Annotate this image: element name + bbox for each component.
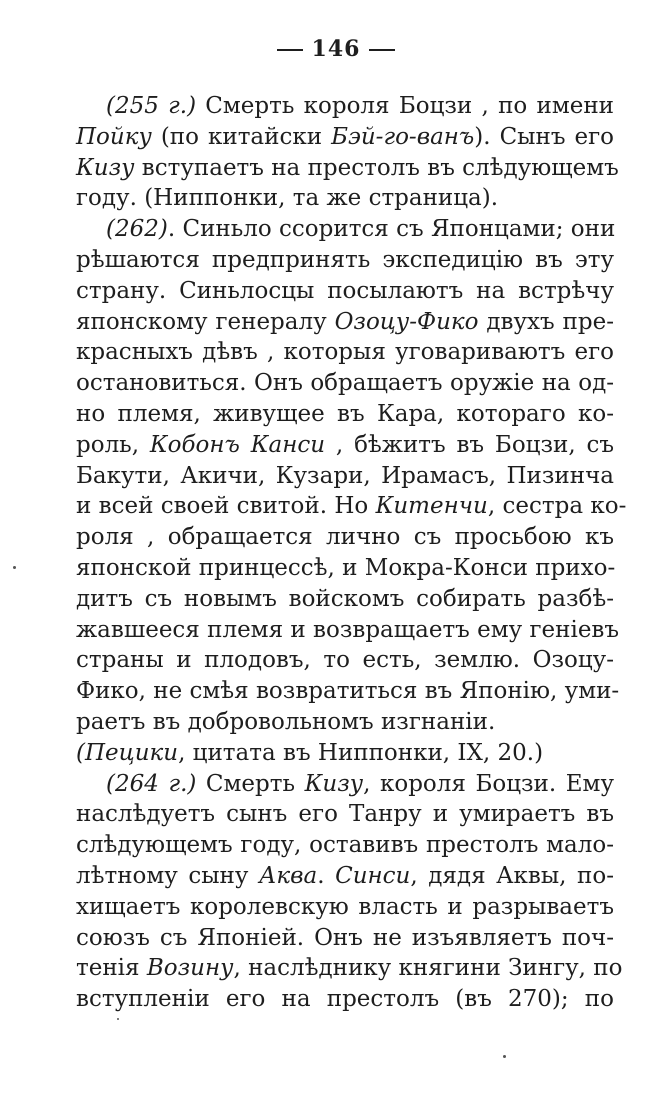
- text-line: дитъ съ новымъ войскомъ собирать разбѣ-: [76, 585, 614, 612]
- italic-name: Кизу: [304, 770, 364, 797]
- italic-name: (264 г.): [106, 770, 197, 797]
- text-line: (264 г.) Смерть Кизу, короля Боцзи. Ему: [106, 770, 614, 797]
- text-line: Кизу вступаетъ на престолъ въ слѣдующемъ: [76, 154, 619, 181]
- text-line: жавшееся племя и возвращаетъ ему геніевъ: [76, 616, 620, 643]
- italic-name: Озоцу-Фико: [334, 308, 479, 335]
- text-line: страны и плодовъ, то есть, землю. Озоцу-: [76, 647, 614, 674]
- text-line: и всей своей свитой. Но Китенчи, сестра ко-: [76, 493, 627, 520]
- text-line: роля , обращается лично съ просьбою къ: [76, 524, 614, 551]
- text-line: японской принцессѣ, и Мокра-Конси прихо-: [76, 554, 616, 581]
- text-line: лѣтному сыну Аква. Синси, дядя Аквы, по-: [76, 862, 614, 889]
- text-line: остановиться. Онъ обращаетъ оружіе на од-: [76, 370, 614, 397]
- right-dash: [369, 49, 395, 51]
- text-line: слѣдующемъ году, оставивъ престолъ мало-: [76, 832, 614, 859]
- print-speck: [503, 1055, 506, 1058]
- text-line: но племя, живущее въ Кара, котораго ко-: [76, 400, 614, 427]
- text-line: японскому генералу Озоцу-Фико двухъ пре-: [76, 308, 614, 335]
- text-line: Фико, не смѣя возвратиться въ Японію, уми-: [76, 678, 620, 705]
- text-line: (255 г.) Смерть короля Боцзи , по имени: [106, 93, 614, 119]
- italic-name: Пойку: [76, 123, 152, 150]
- text-line: союзъ съ Японіей. Онъ не изъявляетъ поч-: [76, 924, 614, 951]
- italic-name: Кобонъ Канси: [149, 431, 326, 458]
- text-line: (262). Синьло ссорится съ Японцами; они: [106, 216, 616, 243]
- text-line: раетъ въ добровольномъ изгнаніи.: [76, 708, 496, 735]
- text-line: рѣшаются предпринять экспедицію въ эту: [76, 246, 614, 273]
- italic-name: Бэй-го-ванъ: [331, 123, 475, 150]
- italic-name: (262): [106, 216, 168, 243]
- italic-name: Возину: [146, 955, 234, 982]
- italic-name: Кизу: [76, 154, 135, 181]
- text-line: вступленіи его на престолъ (въ 270); по: [76, 986, 614, 1013]
- body-text: [76, 91, 627, 1015]
- text-line: году. (Ниппонки, та же страница).: [76, 185, 499, 212]
- italic-name: Синси: [335, 862, 411, 889]
- text-line: Пойку (по китайски Бэй-го-ванъ). Сынъ его: [76, 123, 614, 150]
- text-line: наслѣдуетъ сынъ его Танру и умираетъ въ: [76, 801, 614, 828]
- left-dash: [277, 49, 303, 51]
- text-line: (Пецики, цитата въ Ниппонки, IX, 20.): [76, 739, 544, 766]
- text-line: роль, Кобонъ Канси , бѣжитъ въ Боцзи, съ: [76, 431, 614, 458]
- italic-name: (255 г.): [106, 93, 197, 119]
- italic-name: Китенчи: [375, 493, 488, 520]
- text-line: хищаетъ королевскую власть и разрываетъ: [76, 893, 614, 920]
- text-line: страну. Синьлосцы посылаютъ на встрѣчу: [76, 277, 614, 304]
- italic-name: (Пецики: [76, 739, 179, 766]
- text-line: красныхъ дѣвъ , которыя уговариваютъ его: [76, 339, 614, 366]
- page-number-text: 146: [311, 36, 361, 62]
- print-speck: [13, 566, 16, 569]
- italic-name: Аква: [258, 862, 318, 889]
- text-line: тенія Возину, наслѣднику княгини Зингу, по: [76, 955, 623, 982]
- print-speck: [117, 1018, 119, 1020]
- text-line: Бакути, Акичи, Кузари, Ирамасъ, Пизинча: [76, 462, 614, 489]
- page-number: [0, 36, 672, 62]
